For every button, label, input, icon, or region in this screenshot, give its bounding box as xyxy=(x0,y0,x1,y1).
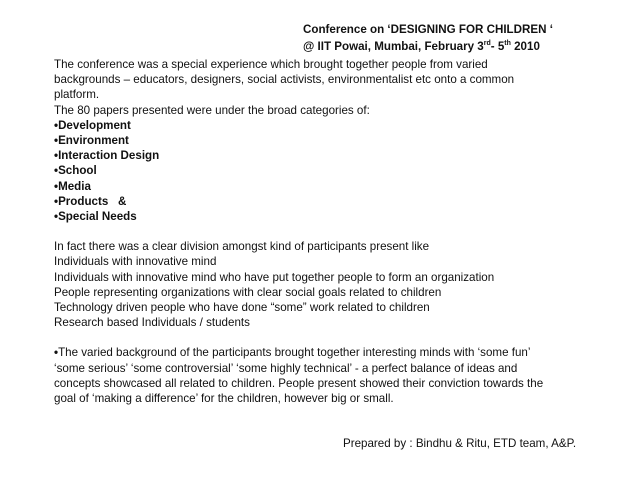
date-end-suffix: th xyxy=(504,40,511,48)
bullet-icon: • xyxy=(54,179,59,193)
category-item xyxy=(54,194,594,209)
division-item: People representing organizations with clear social goals related to children xyxy=(54,285,442,299)
date-start-suffix: rd xyxy=(483,40,491,48)
category-item xyxy=(54,163,594,178)
category-label: Products & xyxy=(58,194,127,208)
division-intro: In fact there was a clear division amongst kind of participants present like xyxy=(54,240,430,254)
intro-line: platform. xyxy=(54,88,100,102)
conference-title: Conference on ‘DESIGNING FOR CHILDREN ‘ xyxy=(303,23,553,36)
category-label: Development xyxy=(58,118,131,132)
division-item: Individuals with innovative mind who have put together people to form an organization xyxy=(54,270,495,284)
conference-venue-date xyxy=(303,38,553,55)
category-label: Environment xyxy=(58,134,129,148)
venue-prefix: @ IIT Powai, Mumbai, February 3 xyxy=(303,40,484,53)
bullet-icon: • xyxy=(54,164,59,178)
category-list xyxy=(54,118,594,224)
date-mid: - 5 xyxy=(490,40,505,53)
summary-line xyxy=(54,345,594,360)
bullet-icon: • xyxy=(54,149,59,163)
category-label: Special Needs xyxy=(58,210,137,224)
conference-heading xyxy=(303,21,553,55)
intro-line: The 80 papers presented were under the broad categories of: xyxy=(54,103,370,117)
summary-line: goal of ‘making a difference’ for the children, however big or small. xyxy=(54,392,394,406)
document-body xyxy=(54,57,594,406)
bullet-icon: • xyxy=(54,346,59,360)
bullet-icon: • xyxy=(54,210,59,224)
category-label: Media xyxy=(58,179,91,193)
summary-line: ‘some serious’ ‘some controversial’ ‘some highly technical’ - a perfect balance of ideas and xyxy=(54,361,518,375)
category-label: Interaction Design xyxy=(58,149,160,163)
summary-line: concepts showcased all related to children. People present showed their conviction towards the xyxy=(54,376,544,390)
division-item: Individuals with innovative mind xyxy=(54,255,217,269)
category-item xyxy=(54,133,594,148)
category-item xyxy=(54,209,594,224)
intro-line: backgrounds – educators, designers, social activists, environmentalist etc onto a common xyxy=(54,73,515,87)
bullet-icon: • xyxy=(54,118,59,132)
division-item: Technology driven people who have done “some” work related to children xyxy=(54,301,430,315)
prepared-by-credit: Prepared by : Bindhu & Ritu, ETD team, A&P. xyxy=(343,437,577,450)
bullet-icon: • xyxy=(54,194,59,208)
intro-line: The conference was a special experience which brought together people from varied xyxy=(54,58,488,71)
conference-year: 2010 xyxy=(510,40,540,53)
category-item xyxy=(54,148,594,163)
category-label: School xyxy=(58,164,97,178)
summary-text: The varied background of the participants brought together interesting minds with ‘some fun’ xyxy=(58,346,531,360)
spacer xyxy=(54,224,594,239)
division-item: Research based Individuals / students xyxy=(54,316,250,330)
spacer xyxy=(54,330,594,345)
bullet-icon: • xyxy=(54,134,59,148)
category-item xyxy=(54,118,594,133)
category-item xyxy=(54,179,594,194)
